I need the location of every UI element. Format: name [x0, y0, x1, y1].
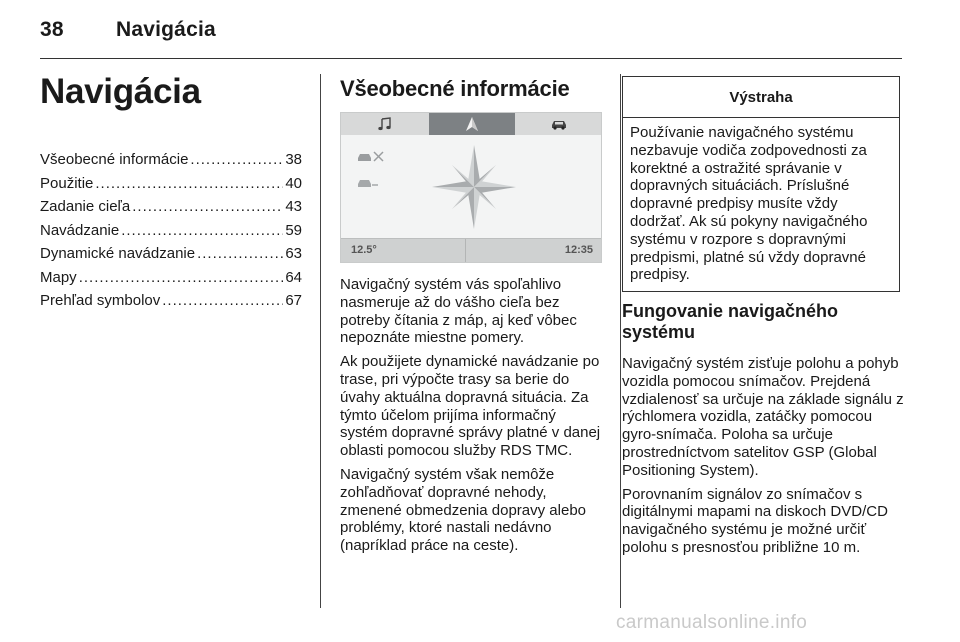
function-body — [622, 355, 904, 563]
clock-readout: 12:35 — [564, 244, 593, 256]
temperature-readout: 12.5° — [351, 244, 377, 256]
navigation-arrow-icon — [429, 113, 515, 135]
paragraph: Navigačný systém vás spoľahlivo nasmeruje až do vášho cieľa bez potreby čítania z máp, aj keď vôbec nepoznáte miestne pomery. — [340, 276, 577, 347]
chapter-title: Navigácia — [40, 72, 201, 111]
car-icon — [515, 113, 602, 135]
toc-page: 43 — [285, 198, 302, 215]
toc-entry-general[interactable] — [40, 151, 302, 175]
toc-leader — [121, 222, 283, 239]
toc-label: Dynamické navádzanie — [40, 245, 196, 262]
screen-tab-bar — [341, 113, 601, 136]
toc-page: 40 — [285, 174, 302, 192]
toc-entry-maps[interactable] — [40, 269, 302, 293]
paragraph: Porovnaním signálov zo snímačov s digitálnymi mapami na diskoch DVD/CD navigačného systému je možné určiť polohu s presnosťou približne 10 m. — [622, 485, 888, 556]
warning-text: Používanie navigačného systému nezbavuje vodiča zodpovednosti za korektné a ostražité správanie v dopravných situáciách. Príslušné dopravné predpisy musíte vždy dodržať. Ak sú pokyny navigačného systému v rozpore s dopravnými predpismi, platné sú vždy dopravné predpisy. — [630, 124, 868, 284]
toc-leader — [190, 151, 283, 168]
general-body — [340, 276, 606, 561]
toc-page: 64 — [285, 268, 302, 286]
paragraph: Navigačný systém však nemôže zohľadňovať dopravné nehody, zmenené obmedzenia dopravy alebo problémy, ktoré nastali nedávno (napríklad práce na ceste). — [340, 465, 586, 555]
compass-rose-icon — [429, 141, 519, 238]
toc-leader — [132, 198, 283, 215]
toc-label: Mapy — [40, 268, 77, 286]
header-rule — [40, 58, 902, 59]
toc-leader — [197, 245, 283, 262]
watermark: carmanualsonline.info — [616, 612, 808, 633]
paragraph: Ak použijete dynamické navádzanie po trase, pri výpočte trasy sa berie do úvahy aktuálna dopravná situácia. Za týmto účelom prijíma informačný systém dopravné správy platné v danej oblasti pomocou služby RDS TMC. — [340, 353, 601, 460]
section-title-function: Fungovanie navigačného systému — [622, 301, 839, 342]
toc-label: Prehľad symbolov — [40, 292, 161, 309]
toc-page: 63 — [285, 245, 302, 262]
column-divider-right — [620, 74, 621, 608]
page-header — [40, 18, 216, 42]
toc-page: 59 — [285, 221, 302, 239]
table-of-contents — [40, 151, 302, 316]
warning-title: Výstraha — [623, 77, 899, 118]
toc-leader — [162, 292, 283, 309]
vehicle-status-icon — [357, 149, 385, 168]
warning-box — [622, 76, 900, 292]
route-icon — [357, 175, 379, 193]
toc-leader — [79, 269, 284, 286]
screen-main-area — [341, 135, 601, 241]
music-note-icon — [341, 113, 429, 135]
toc-entry-symbols[interactable] — [40, 292, 302, 316]
toc-page: 38 — [285, 151, 302, 168]
navigation-screen-illustration — [340, 112, 602, 263]
column-divider-left — [320, 74, 321, 608]
page-number: 38 — [40, 18, 64, 41]
toc-page: 67 — [285, 292, 302, 309]
toc-label: Použitie — [40, 174, 94, 192]
toc-label: Zadanie cieľa — [40, 198, 131, 215]
toc-leader — [95, 175, 283, 192]
header-section: Navigácia — [116, 18, 216, 41]
toc-entry-dynamic-guidance[interactable] — [40, 245, 302, 269]
section-title-general: Všeobecné informácie — [340, 76, 570, 101]
toc-label: Navádzanie — [40, 221, 120, 239]
toc-entry-usage[interactable] — [40, 175, 302, 199]
status-divider — [465, 239, 466, 262]
toc-entry-guidance[interactable] — [40, 222, 302, 246]
toc-label: Všeobecné informácie — [40, 151, 189, 168]
paragraph: Navigačný systém zisťuje polohu a pohyb vozidla pomocou snímačov. Prejdená vzdialenosť sa určuje na základe signálu z rýchlomera vozidla, zatáčky pomocou gyro-snímača. Poloha sa určuje prostredníctvom satelitov GSP (Global Positioning System). — [622, 355, 904, 479]
toc-entry-destination[interactable] — [40, 198, 302, 222]
screen-status-bar — [341, 238, 601, 262]
